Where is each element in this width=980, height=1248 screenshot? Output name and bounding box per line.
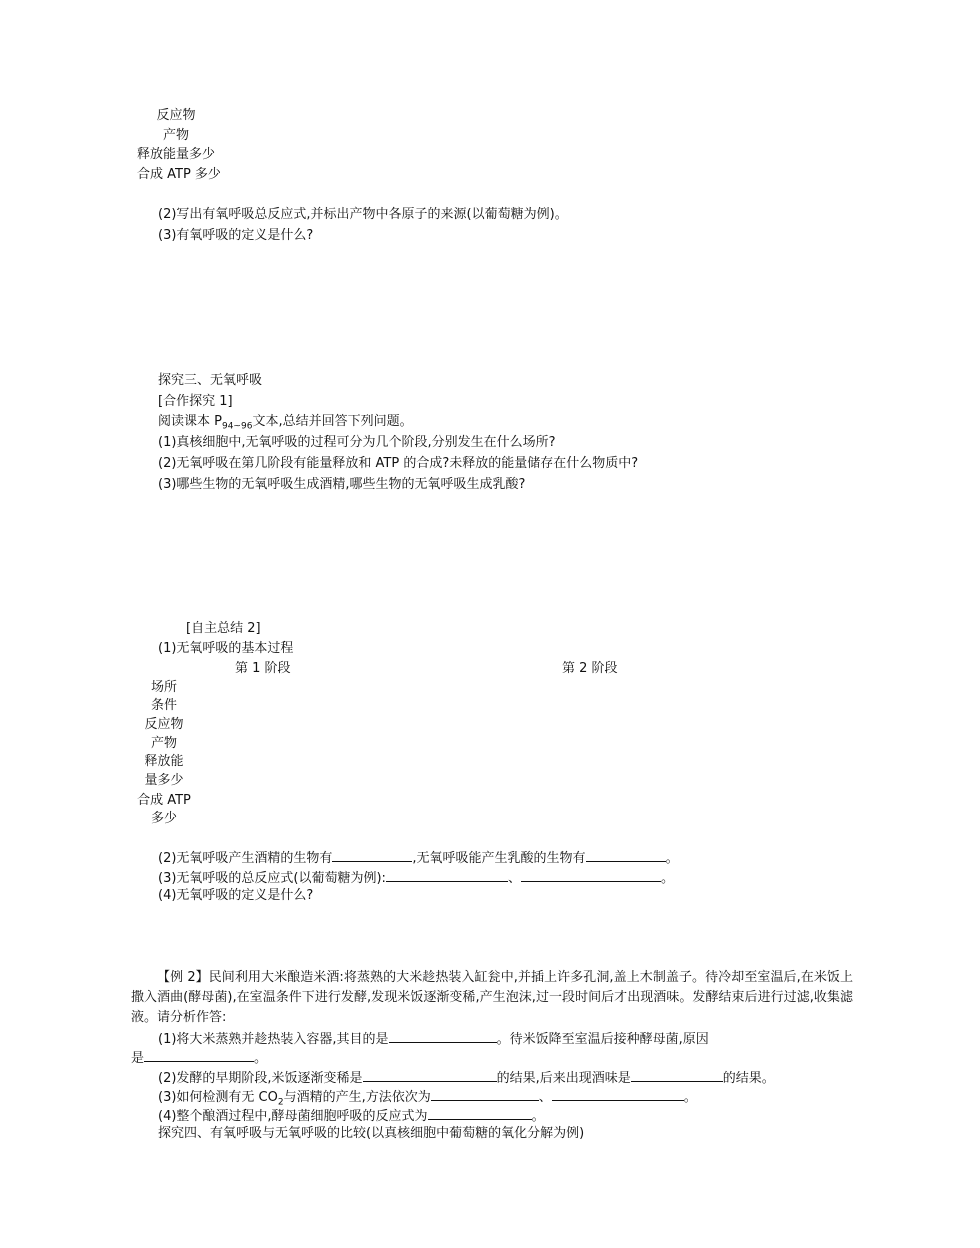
reading-prefix: 阅读课本 P: [158, 414, 222, 429]
reading-pages: 94~96: [221, 421, 253, 432]
example2-question-3: (3)如何检测有无 $CO_2$与酒精的产生,方法依次为 、 。: [158, 1087, 697, 1111]
example2-question-1: (1)将大米蒸熟并趁热装入容器,其目的是 。待米饭降至室温后接种酵母菌,原因: [158, 1029, 709, 1048]
explore3-question-2: (2)无氧呼吸在第几阶段有能量释放和 ATP 的合成?未释放的能量储存在什么物质中?: [158, 456, 639, 471]
table2-col-stage2: 第 2 阶段: [562, 661, 618, 676]
summary2-heading: [自主总结 2]: [186, 621, 261, 636]
table2-col-stage1: 第 1 阶段: [235, 661, 291, 676]
table2-row-reactant: 反应物: [144, 717, 184, 732]
answer-blank[interactable]: [332, 848, 412, 862]
coop-explore-heading: [合作探究 1]: [158, 394, 233, 409]
answer-blank[interactable]: [428, 1106, 532, 1120]
reading-suffix: 文本,总结并回答下列问题。: [252, 414, 413, 429]
explore3-question-1: (1)真核细胞中,无氧呼吸的过程可分为几个阶段,分别发生在什么场所?: [158, 435, 556, 450]
explore3-question-3: (3)哪些生物的无氧呼吸生成酒精,哪些生物的无氧呼吸生成乳酸?: [158, 477, 526, 492]
table2-row-condition: 条件: [150, 698, 177, 713]
summary2-question-3: (3)无氧呼吸的总反应式(以葡萄糖为例): 、 。: [158, 868, 674, 887]
answer-blank[interactable]: [389, 1029, 497, 1043]
answer-blank[interactable]: [586, 848, 666, 862]
table2-row-energy-1: 释放能: [144, 754, 184, 769]
example2-question-4: (4)整个酿酒过程中,酵母菌细胞呼吸的反应式为 。: [158, 1106, 545, 1125]
answer-blank[interactable]: [386, 868, 508, 882]
example2-question-2: (2)发酵的早期阶段,米饭逐渐变稀是 的结果,后来出现酒味是 的结果。: [158, 1068, 775, 1087]
answer-blank[interactable]: [144, 1048, 254, 1062]
section-title-explore4: 探究四、有氧呼吸与无氧呼吸的比较(以真核细胞中葡萄糖的氧化分解为例): [158, 1126, 585, 1141]
answer-blank[interactable]: [521, 868, 661, 882]
table2-row-atp-2: 多少: [150, 811, 177, 826]
example2-intro: 【例 2】民间利用大米酿造米酒:将蒸熟的大米趁热装入缸瓮中,并插上许多孔洞,盖上木制盖子。待冷却至室温后,在米饭上撒入酒曲(酵母菌),在室温条件下进行发酵,发现米饭逐渐变稀,产生泡沫,过一段时间后才出现酒味。发酵结束后进行过滤,收集滤液。请分析作答:: [131, 970, 853, 1025]
answer-blank[interactable]: [363, 1068, 497, 1082]
reading-instruction: [158, 414, 413, 435]
table1-row-product: 产物: [162, 128, 189, 143]
table1-row-reactant: 反应物: [156, 108, 196, 123]
example2-question-1-cont: 是 。: [131, 1048, 267, 1067]
summary2-subheading: (1)无氧呼吸的基本过程: [158, 641, 294, 656]
table2-row-product: 产物: [150, 736, 177, 751]
table2-row-energy-2: 量多少: [144, 773, 184, 788]
table2-row-site: 场所: [150, 680, 177, 695]
table2-row-atp-1: 合成 ATP: [137, 793, 191, 808]
section-title-explore3: 探究三、无氧呼吸: [158, 373, 263, 388]
summary2-question-4: (4)无氧呼吸的定义是什么?: [158, 888, 314, 903]
aerobic-question-3: (3)有氧呼吸的定义是什么?: [158, 228, 314, 243]
table1-row-energy: 释放能量多少: [137, 147, 216, 162]
summary2-question-2: (2)无氧呼吸产生酒精的生物有 ,无氧呼吸能产生乳酸的生物有 。: [158, 848, 679, 867]
aerobic-question-2: (2)写出有氧呼吸总反应式,并标出产物中各原子的来源(以葡萄糖为例)。: [158, 207, 568, 222]
answer-blank[interactable]: [552, 1087, 684, 1101]
answer-blank[interactable]: [631, 1068, 723, 1082]
answer-blank[interactable]: [431, 1087, 539, 1101]
table1-row-atp: 合成 ATP 多少: [137, 167, 221, 182]
